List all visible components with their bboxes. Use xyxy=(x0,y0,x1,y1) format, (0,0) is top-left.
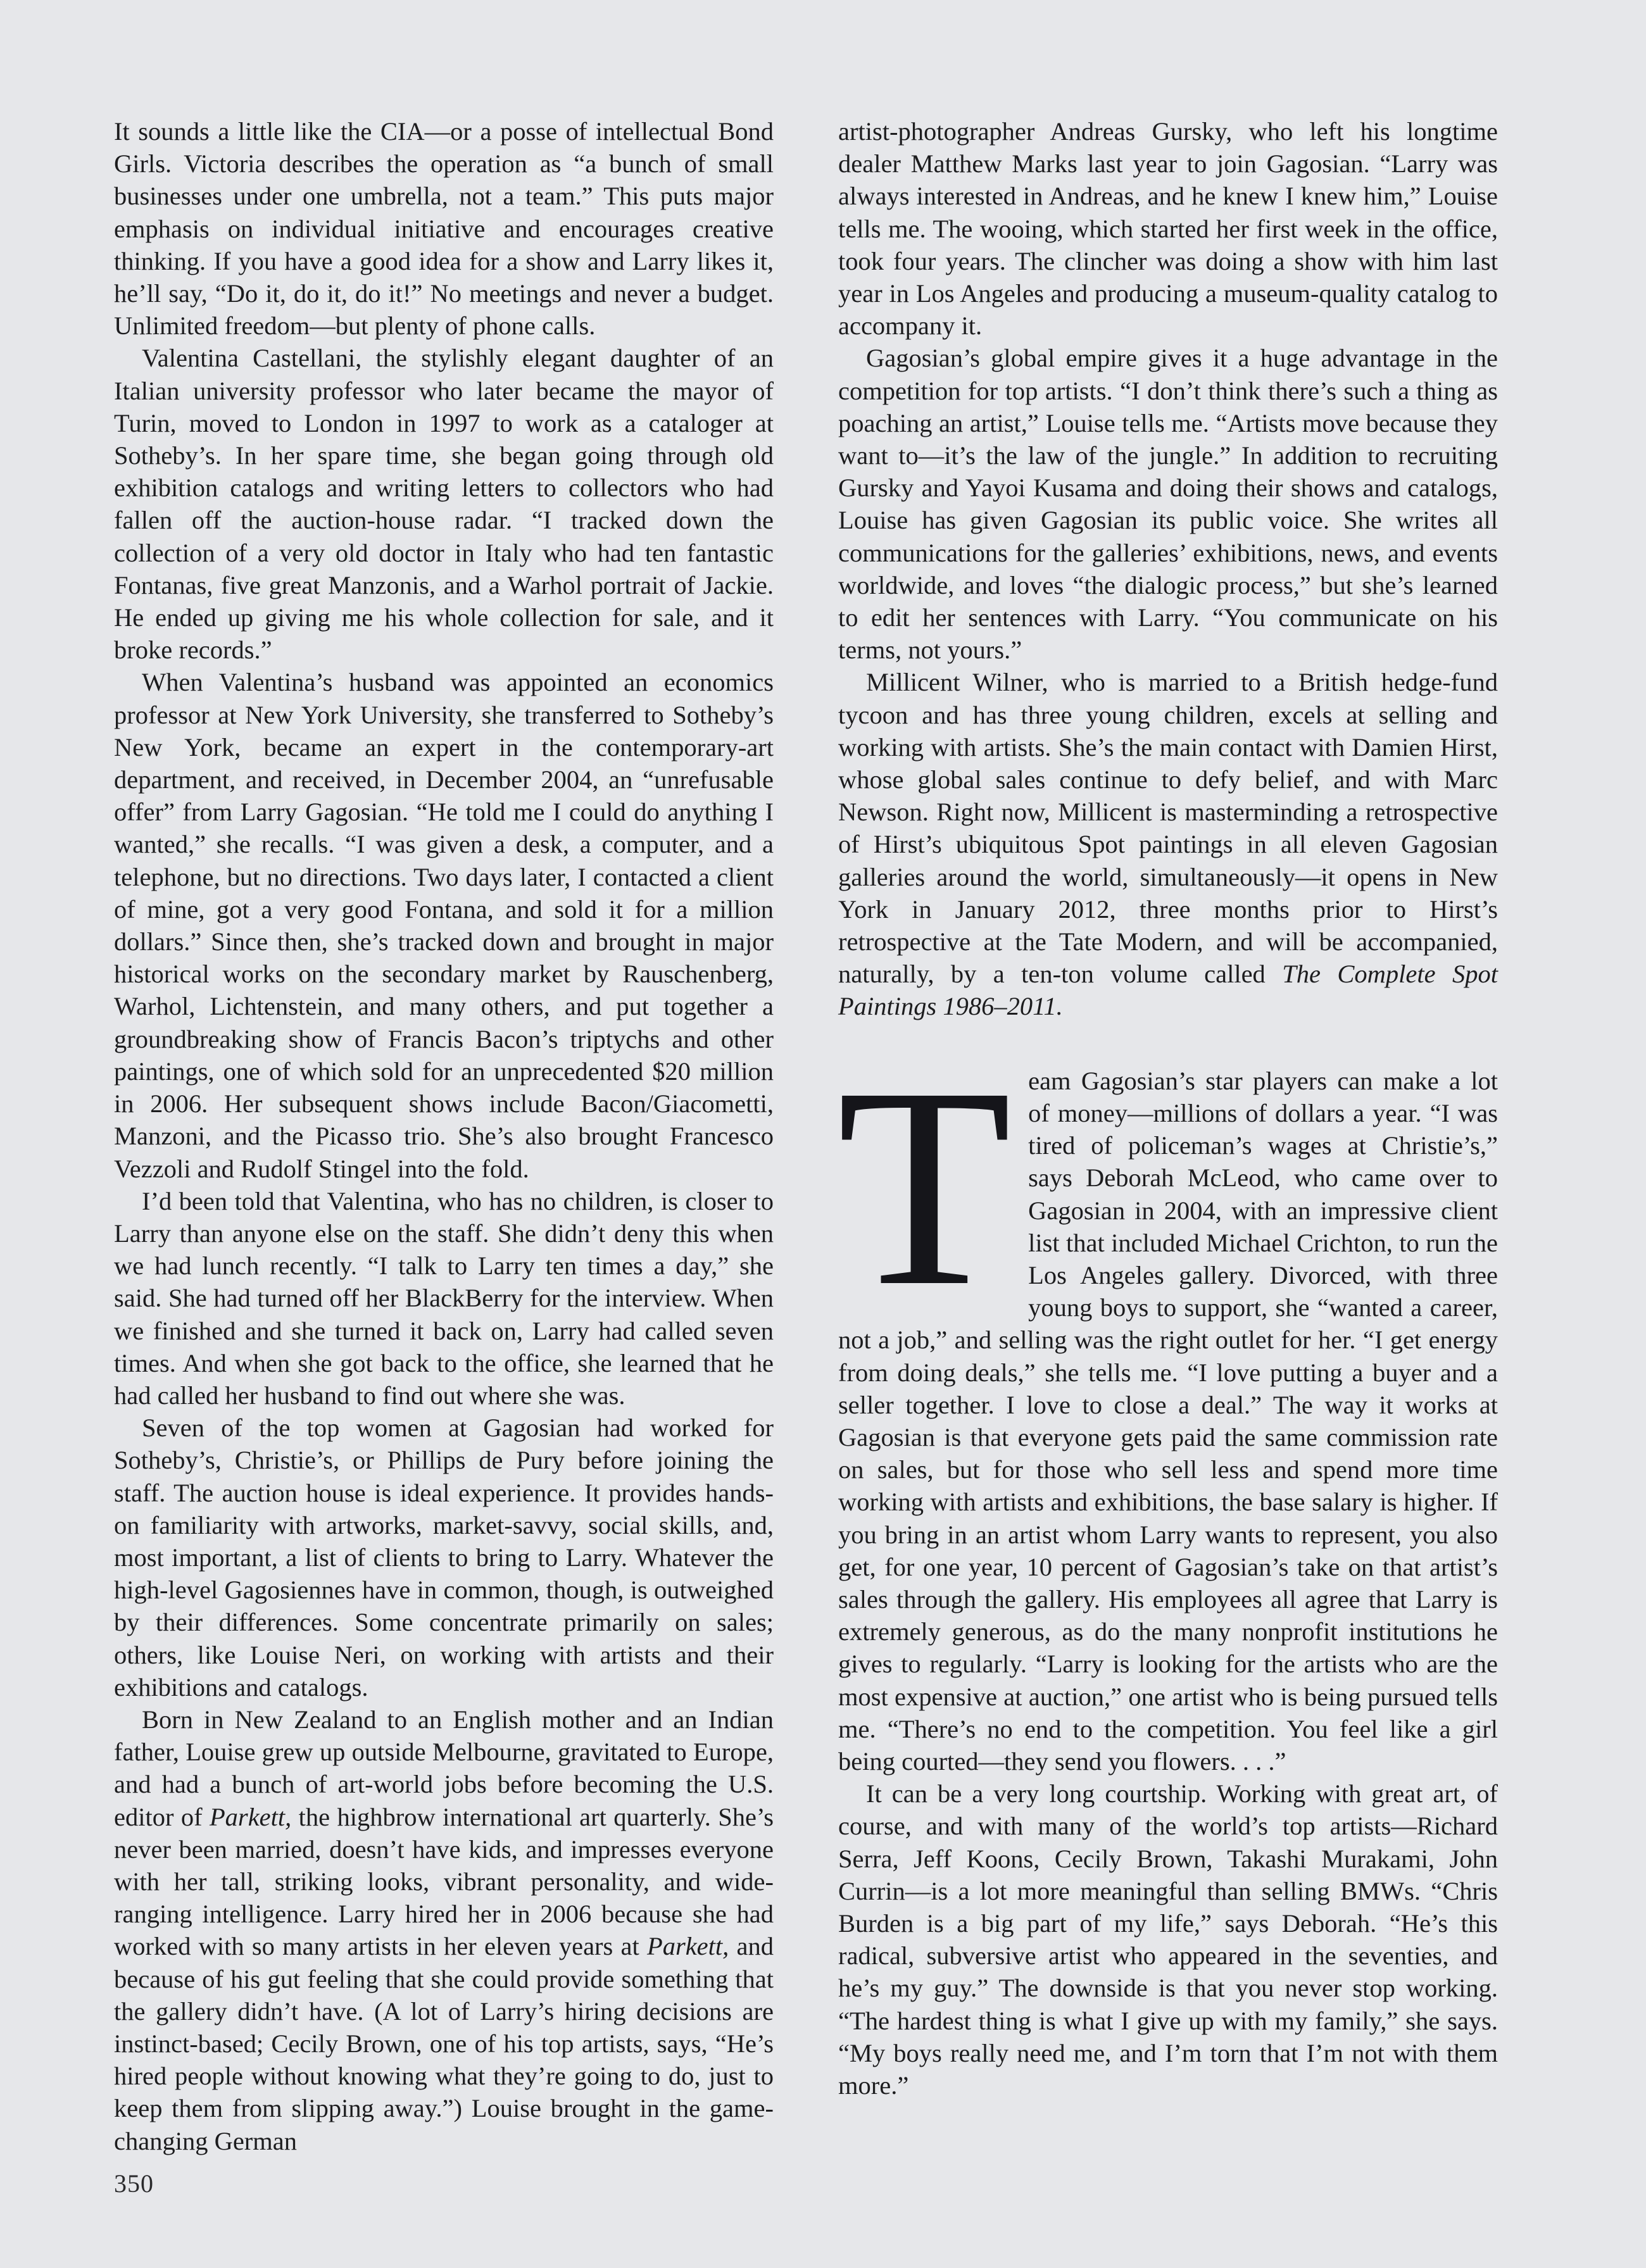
louise-italic-1: Parkett, xyxy=(209,1802,292,1831)
paragraph-louise xyxy=(114,1703,774,2157)
louise-italic-2: Parkett, xyxy=(646,1932,729,1961)
drop-cap: T xyxy=(837,1027,1012,1345)
paragraph-valentina-intro: Valentina Castellani, the stylishly elegant daughter of an Italian university professor who later became the mayor of Turin, moved to London in 1997 to work as a cataloger at Sotheby’s. In her spare time, she began going through old exhibition catalogs and writing letters to collectors who had fallen off the auction-house radar. “I tracked down the collection of a very old doctor in Italy who had ten fantastic Fontanas, five great Manzonis, and a Warhol portrait of Jackie. He ended up giving me his whole collection for sale, and it broke records.” xyxy=(114,344,774,665)
paragraph-valentina-larry: I’d been told that Valentina, who has no children, is closer to Larry than anyone else on the staff. She didn’t deny this when we had lunch recently. “I talk to Larry ten times a day,” she said. She had turned off her BlackBerry for the interview. When we finished and she turned it back on, Larry had called seven times. And when she got back to the office, she learned that he had called her husband to find out where she was. xyxy=(114,1186,774,1410)
right-column xyxy=(838,115,1498,2102)
paragraph-cia: It sounds a little like the CIA—or a posse of intellectual Bond Girls. Victoria describes the operation as “a bunch of small businesses under one umbrella, not a team.” This puts major emphasis on individual initiative and encourages creative thinking. If you have a good idea for a show and Larry likes it, he’ll say, “Do it, do it, do it!” No meetings and never a budget. Unlimited freedom—but plenty of phone calls. xyxy=(114,117,774,341)
team-gagosian-text: eam Gagosian’s star players can make a lot of money—millions of dollars a year. “I was tired of policeman’s wages at Christie’s,” says Deborah McLeod, who came over to Gagosian in 2004, with an impressive client list that included Michael Crichton, to run the Los Angeles gallery. Divorced, with three young boys to support, she “wanted a career, not a job,” and selling was the right outlet for her. “I get energy from doing deals,” she tells me. “I love putting a buyer and a seller together. I love to close a deal.” The way it works at Gagosian is that everyone gets paid the same commission rate on sales, but for those who sell less and spend more time working with artists and exhibitions, the base salary is higher. If you bring in an artist whom Larry wants to represent, you also get, for one year, 10 percent of Gagosian’s take on that artist’s sales through the gallery. His employees all agree that Larry is extremely generous, as do the many nonprofit institutions he gives to regularly. “Larry is looking for the artists who are the most expensive at auction,” one artist who is being pursued tells me. “There’s no end to the competition. You feel like a girl being courted—they send you flowers. . . .” xyxy=(838,1066,1498,1776)
paragraph-millicent xyxy=(838,666,1498,1022)
paragraph-auction-house: Seven of the top women at Gagosian had worked for Sotheby’s, Christie’s, or Phillips de Pury before joining the staff. The auction house is ideal experience. It provides hands-on familiarity with artworks, market-savvy, social skills, and, most important, a list of clients to bring to Larry. Whatever the high-level Gagosiennes have in common, though, is outweighed by their differences. Some concentrate primarily on sales; others, like Louise Neri, on working with artists and their exhibitions and catalogs. xyxy=(114,1413,774,1701)
left-column xyxy=(114,115,774,2157)
paragraph-gursky: artist-photographer Andreas Gursky, who left his longtime dealer Matthew Marks last year to join Gagosian. “Larry was always interested in Andreas, and he knew I knew him,” Louise tells me. The wooing, which started her first week in the office, took four years. The clincher was doing a show with him last year in Los Angeles and producing a museum-quality catalog to accompany it. xyxy=(838,117,1498,341)
louise-text-2: the highbrow international art quarterly. She’s never been married, doesn’t have kids, and impresses everyone with her tall, striking looks, vibrant personality, and wide-ranging intelligence. Larry hired her in 2006 because she had worked with so many artists in her eleven years at xyxy=(114,1802,774,1961)
paragraph-valentina-new-york: When Valentina’s husband was appointed an economics professor at New York University, she transferred to Sotheby’s New York, became an expert in the contemporary-art department, and received, in December 2004, an “unrefusable offer” from Larry Gagosian. “He told me I could do anything I wanted,” she recalls. “I was given a desk, a computer, and a telephone, but no directions. Two days later, I contacted a client of mine, got a very good Fontana, and sold it for a million dollars.” Since then, she’s tracked down and brought in major historical works on the secondary market by Rauschenberg, Warhol, Lichtenstein, and many others, and put together a groundbreaking show of Francis Bacon’s triptychs and other paintings, one of which sold for an unprecedented $20 million in 2006. Her subsequent shows include Bacon/Giacometti, Manzoni, and the Picasso trio. She’s also brought Francesco Vezzoli and Rudolf Stingel into the fold. xyxy=(114,668,774,1183)
millicent-text: Millicent Wilner, who is married to a British hedge-fund tycoon and has three young children, excels at selling and working with artists. She’s the main contact with Damien Hirst, whose global sales continue to defy belief, and with Marc Newson. Right now, Millicent is masterminding a retrospective of Hirst’s ubiquitous Spot paintings in all eleven Gagosian galleries around the world, simultaneously—it opens in New York in January 2012, three months prior to Hirst’s retrospective at the Tate Modern, and will be accompanied, naturally, by a ten-ton volume called xyxy=(838,668,1498,989)
louise-text-3: and because of his gut feeling that she could provide something that the gallery didn’t have. (A lot of Larry’s hiring decisions are instinct-based; Cecily Brown, one of his top artists, says, “He’s hired people without knowing what they’re going to do, just to keep them from slipping away.”) Louise brought in the game-changing German xyxy=(114,1932,774,2155)
paragraph-global-empire: Gagosian’s global empire gives it a huge advantage in the competition for top artists. “I don’t think there’s such a thing as poaching an artist,” Louise tells me. “Artists move because they want to—it’s the law of the jungle.” In addition to recruiting Gursky and Yayoi Kusama and doing their shows and catalogs, Louise has given Gagosian its public voice. She writes all communications for the galleries’ exhibitions, news, and events worldwide, and loves “the dialogic process,” but she’s learned to edit her sentences with Larry. “You communicate on his terms, not yours.” xyxy=(838,344,1498,665)
paragraph-courtship: It can be a very long courtship. Working with great art, of course, and with many of the world’s top artists—Richard Serra, Jeff Koons, Cecily Brown, Takashi Murakami, John Currin—is a lot more meaningful than selling BMWs. “Chris Burden is a big part of my life,” says Deborah. “He’s this radical, subversive artist who appeared in the seventies, and he’s my guy.” The downside is that you never stop working. “The hardest thing is what I give up with my family,” she says. “My boys really need me, and I’m torn that I’m not with them more.” xyxy=(838,1779,1498,2100)
book-title: The Complete Spot Paintings 1986–2011. xyxy=(838,960,1498,1021)
paragraph-team-gagosian xyxy=(837,1027,1498,1777)
louise-text-1: Born in New Zealand to an English mother and an Indian father, Louise grew up outside Melbourne, gravitated to Europe, and had a bunch of art-world jobs before becoming the U.S. editor of xyxy=(114,1705,774,1831)
page-number: 350 xyxy=(114,2169,154,2198)
